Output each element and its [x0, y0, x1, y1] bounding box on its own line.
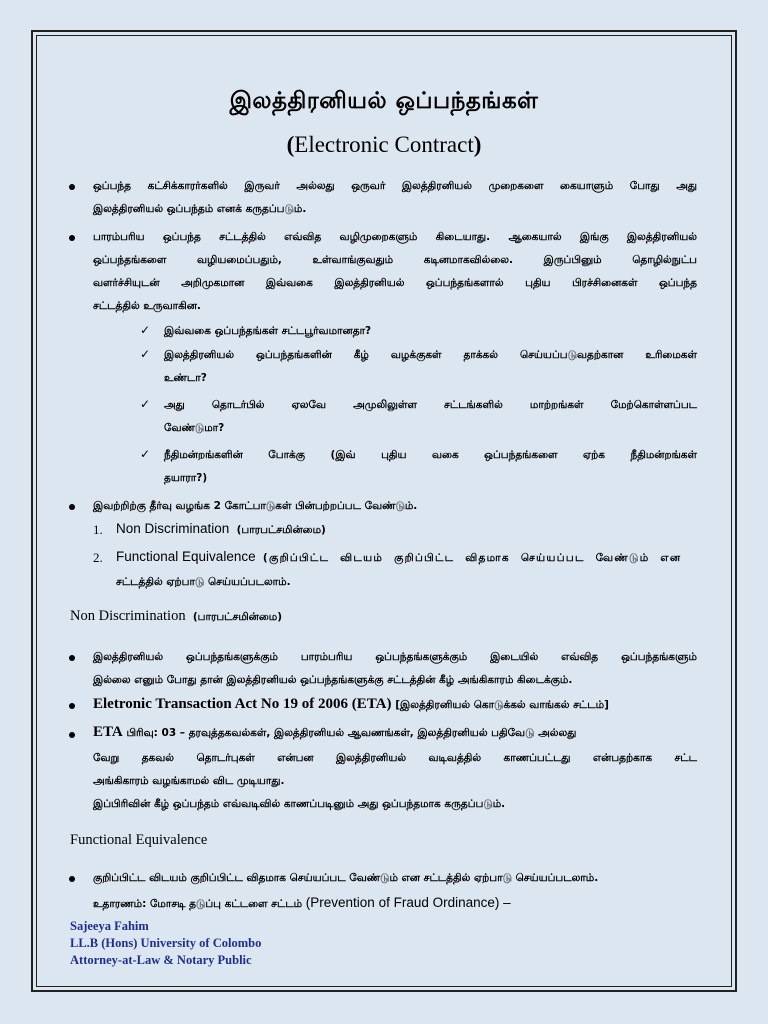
page-title: இலத்திரனியல் ஒப்பந்தங்கள்	[229, 88, 539, 114]
principle1-number: 1.	[93, 522, 103, 537]
bullet6-line1: ETA பிரிவு: 03 – தரவுத்தகவல்கள், இலத்திரனியல் ஆவணங்கள், இலத்திரனியல் பதிவேடு அல்லது	[93, 724, 577, 740]
bullet6-line2: வேறு தகவல் தொடர்புகள் என்பன இலத்திரனியல் வடிவத்தில் காணப்பட்டது என்பதற்காக சட்ட	[93, 752, 697, 764]
example-text: உதாரணம்: மோசடி தடுப்பு கட்டளை சட்டம் (Prevention of Fraud Ordinance) –	[93, 895, 511, 910]
check3-line2: வேண்டுமா?	[164, 422, 225, 434]
principle2-text-cont: சட்டத்தில் ஏற்பாடு செய்யப்படலாம்.	[116, 576, 291, 588]
bullet-icon	[69, 504, 75, 510]
check-icon: ✓	[140, 447, 151, 461]
author-signature	[70, 918, 261, 969]
bullet6-line3: அங்கிகாரம் வழங்காமல் விட முடியாது.	[93, 775, 285, 787]
bullet2-line2: ஒப்பந்தங்களை வழியமைப்பதும், உள்வாங்குவதும் கடினமாகவில்லை. இருப்பினும் தொழில்நுட்ப	[93, 254, 697, 266]
bullet-icon	[69, 732, 75, 738]
bullet-icon	[69, 655, 75, 661]
bullet6-line4: இப்பிரிவின் கீழ் ஒப்பந்தம் எவ்வடிவில் காணப்படினும் அது ஒப்பந்தமாக கருதப்படும்.	[93, 798, 506, 810]
principle2-text: Functional Equivalence (குறிப்பிட்ட விடயம் குறிப்பிட்ட விதமாக செய்யப்பட வேண்டும் என	[116, 549, 682, 564]
principle2-number: 2.	[93, 550, 103, 565]
check3-line1: அது தொடர்பில் ஏலவே அமுலிலுள்ள சட்டங்களில் மாற்றங்கள் மேற்கொள்ளப்பட	[164, 399, 697, 411]
section-heading-non-discrimination: Non Discrimination (பாரபட்சமின்மை)	[70, 608, 283, 624]
check1-line1: இவ்வகை ஒப்பந்தங்கள் சட்டபூர்வமானதா?	[164, 325, 372, 337]
bullet-icon	[69, 876, 75, 882]
bullet1-line1: ஒப்பந்த கட்சிக்காரர்களில் இருவர் அல்லது ஒருவர் இலத்திரனியல் முறைகளை கையாளும் போது அது	[93, 180, 697, 192]
check2-line1: இலத்திரனியல் ஒப்பந்தங்களின் கீழ் வழக்குகள் தாக்கல் செய்யப்படுவதற்கான உரிமைகள்	[164, 349, 697, 361]
author-name: Sajeeya Fahim	[70, 919, 149, 933]
bullet-icon	[69, 235, 75, 241]
check-icon: ✓	[140, 323, 151, 337]
bullet3-text: இவற்றிற்கு தீர்வு வழங்க 2 கோட்பாடுகள் பின்பற்றப்பட வேண்டும்.	[93, 500, 418, 512]
author-degree: LL.B (Hons) University of Colombo	[70, 936, 262, 950]
bullet1-line2: இலத்திரனியல் ஒப்பந்தம் எனக் கருதப்படும்.	[93, 203, 307, 215]
bullet5-text: Eletronic Transaction Act No 19 of 2006 (ETA) [இலத்திரனியல் கொடுக்கல் வாங்கல் சட்டம்]	[93, 696, 609, 712]
bullet2-line3: வளர்ச்சியுடன் அறிமுகமான இவ்வகை இலத்திரனியல் ஒப்பந்தங்களால் புதிய பிரச்சினைகள் ஒப்பந்த	[93, 277, 697, 289]
bullet-icon	[69, 703, 75, 709]
bullet2-line4: சட்டத்தில் உருவாகின.	[93, 300, 201, 312]
bullet2-line1: பாரம்பரிய ஒப்பந்த சட்டத்தில் எவ்வித வழிமுறைகளும் கிடையாது. ஆகையால் இங்கு இலத்திரனியல்	[93, 231, 697, 243]
check-icon: ✓	[140, 347, 151, 361]
bullet4-line2: இல்லை எனும் போது தான் இலத்திரனியல் ஒப்பந்தங்களுக்கு சட்டத்தின் கீழ் அங்கிகாரம் கிடைக்கும்.	[93, 674, 573, 686]
check-icon: ✓	[140, 397, 151, 411]
author-title: Attorney-at-Law & Notary Public	[70, 953, 252, 967]
bullet-icon	[69, 184, 75, 190]
check4-line1: நீதிமன்றங்களின் போக்கு (இவ் புதிய வகை ஒப்பந்தங்களை ஏற்க நீதிமன்றங்கள்	[164, 449, 697, 461]
section-heading-functional-equivalence: Functional Equivalence	[70, 832, 208, 848]
check4-line2: தயாரா?)	[164, 472, 208, 484]
page-subtitle: (Electronic Contract)	[286, 132, 482, 157]
check2-line2: உண்டா?	[164, 372, 207, 384]
principle1-text: Non Discrimination (பாரபட்சமின்மை)	[116, 521, 326, 536]
bullet7-text: குறிப்பிட்ட விடயம் குறிப்பிட்ட விதமாக செய்யப்பட வேண்டும் என சட்டத்தில் ஏற்பாடு செய்யப்படலாம்.	[93, 872, 599, 884]
bullet4-line1: இலத்திரனியல் ஒப்பந்தங்களுக்கும் பாரம்பரிய ஒப்பந்தங்களுக்கும் இடையில் எவ்வித ஒப்பந்தங்களும்	[93, 651, 697, 663]
